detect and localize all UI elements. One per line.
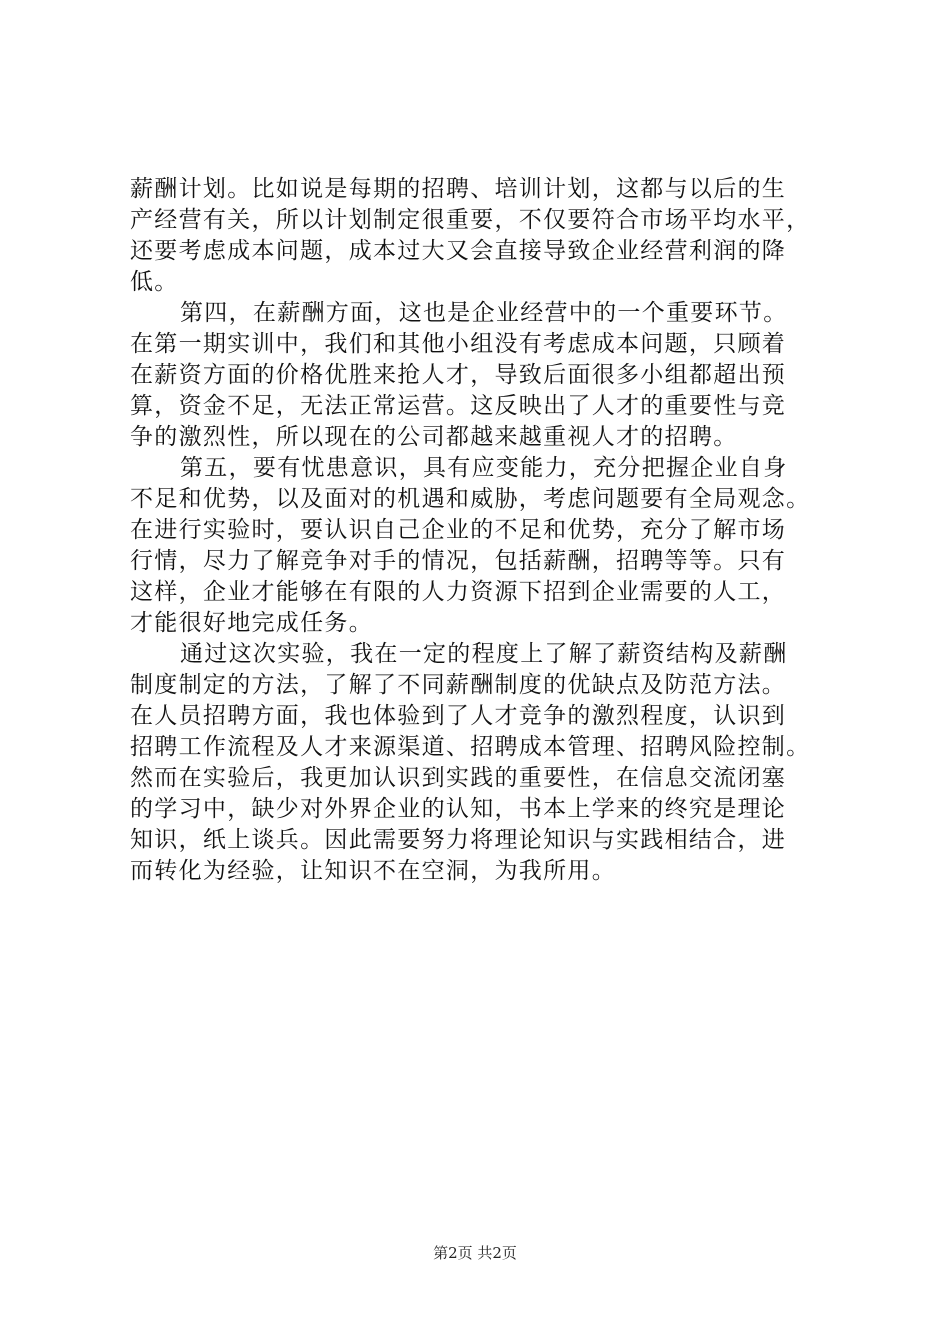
text-line: 行情，尽力了解竞争对手的情况，包括薪酬，招聘等等。只有: [130, 548, 787, 574]
text-line: 才能很好地完成任务。: [130, 610, 373, 636]
text-line: 然而在实验后，我更加认识到实践的重要性，在信息交流闭塞: [130, 765, 787, 791]
text-line: 招聘工作流程及人才来源渠道、招聘成本管理、招聘风险控制。: [130, 734, 811, 760]
document-body: [130, 174, 830, 887]
paragraph-first-line: 第四，在薪酬方面，这也是企业经营中的一个重要环节。: [180, 300, 788, 326]
page-number-footer: 第2页 共2页: [433, 1244, 517, 1262]
text-line: 在第一期实训中，我们和其他小组没有考虑成本问题，只顾着: [130, 331, 787, 357]
text-line: 产经营有关，所以计划制定很重要，不仅要符合市场平均水平，: [130, 207, 811, 233]
paragraph-first-line: 第五，要有忧患意识，具有应变能力，充分把握企业自身: [180, 455, 788, 481]
text-line: 知识，纸上谈兵。因此需要努力将理论知识与实践相结合，进: [130, 827, 787, 853]
text-line: 制度制定的方法，了解了不同薪酬制度的优缺点及防范方法。: [130, 672, 787, 698]
text-line: 不足和优势，以及面对的机遇和威胁，考虑问题要有全局观念。: [130, 486, 811, 512]
text-line: 在薪资方面的价格优胜来抢人才，导致后面很多小组都超出预: [130, 362, 787, 388]
text-line: 在人员招聘方面，我也体验到了人才竞争的激烈程度，认识到: [130, 703, 787, 729]
text-line: 争的激烈性，所以现在的公司都越来越重视人才的招聘。: [130, 424, 738, 450]
text-line: 还要考虑成本问题，成本过大又会直接导致企业经营利润的降: [130, 238, 787, 264]
paragraph-first-line: 通过这次实验，我在一定的程度上了解了薪资结构及薪酬: [180, 641, 788, 667]
text-line: 薪酬计划。比如说是每期的招聘、培训计划，这都与以后的生: [130, 176, 787, 202]
text-line: 在进行实验时，要认识自己企业的不足和优势，充分了解市场: [130, 517, 787, 543]
text-line: 的学习中，缺少对外界企业的认知，书本上学来的终究是理论: [130, 796, 787, 822]
text-line: 这样，企业才能够在有限的人力资源下招到企业需要的人工，: [130, 579, 787, 605]
text-line: 算，资金不足，无法正常运营。这反映出了人才的重要性与竞: [130, 393, 787, 419]
text-line: 低。: [130, 269, 179, 295]
text-line: 而转化为经验，让知识不在空洞，为我所用。: [130, 858, 616, 884]
